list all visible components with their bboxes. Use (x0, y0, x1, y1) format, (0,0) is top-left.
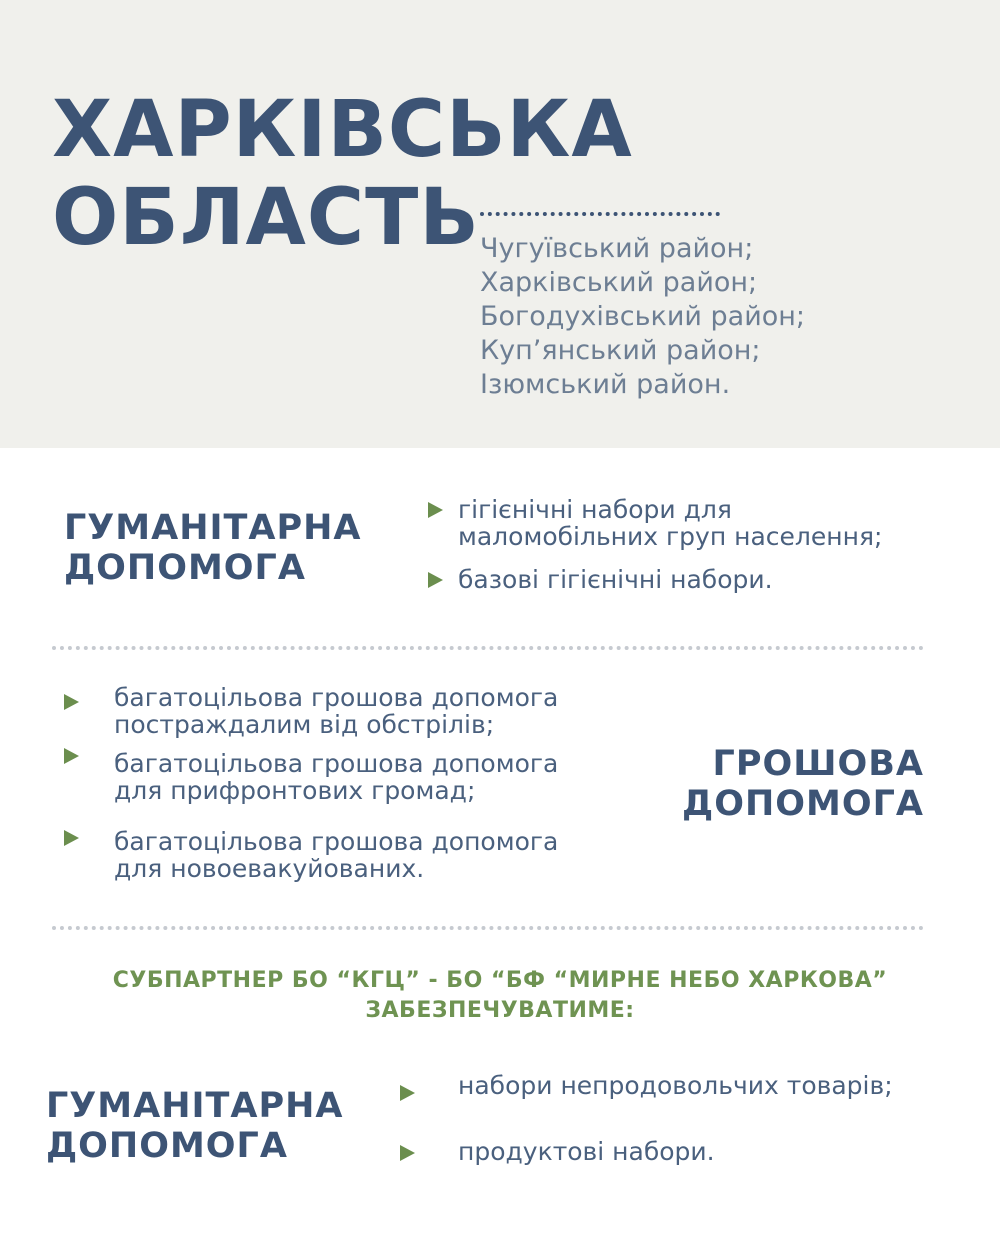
list-item (400, 1138, 960, 1165)
list-item-line: постраждалим від обстрілів; (114, 710, 495, 739)
district-item: Чугуївський район; (480, 233, 754, 264)
dotted-separator (480, 212, 720, 216)
section-divider (52, 646, 924, 650)
subpartner-line1: СУБПАРТНЕР БО “КГЦ” - БО “БФ “МИРНЕ НЕБО ХАРКОВА” (112, 968, 888, 993)
district-item: Ізюмський район. (480, 369, 731, 400)
arrow-bullet-icon (400, 1085, 415, 1101)
list-item-line: багатоцільова грошова допомога (114, 749, 559, 778)
humanitarian-heading-line2: ДОПОМОГА (64, 548, 306, 588)
arrow-bullet-icon (64, 694, 79, 710)
arrow-bullet-icon (428, 572, 443, 588)
list-item-line: маломобільних груп населення; (458, 522, 883, 551)
list-item-line: багатоцільова грошова допомога (114, 827, 559, 856)
district-item: Богодухівський район; (480, 301, 806, 332)
list-item-line: набори непродовольчих товарів; (458, 1071, 893, 1100)
list-item (64, 684, 644, 738)
subpartner-notice (40, 966, 960, 1026)
arrow-bullet-icon (428, 502, 443, 518)
subpartner-humanitarian-heading-line2: ДОПОМОГА (46, 1126, 288, 1166)
arrow-bullet-icon (400, 1145, 415, 1161)
list-item-line: для новоевакуйованих. (114, 854, 425, 883)
list-item-line: для прифронтових громад; (114, 776, 476, 805)
region-title-line2: ОБЛАСТЬ (52, 173, 480, 263)
subpartner-humanitarian-heading (46, 1086, 344, 1166)
section-divider (52, 926, 924, 930)
humanitarian-heading (64, 508, 362, 588)
district-item: Харківський район; (480, 267, 758, 298)
list-item-line: багатоцільова грошова допомога (114, 683, 559, 712)
list-item (400, 1072, 960, 1099)
cash-heading-line1: ГРОШОВА (712, 744, 924, 784)
list-item (64, 750, 644, 804)
region-title-line1: ХАРКІВСЬКА (52, 85, 633, 175)
cash-heading-line2: ДОПОМОГА (682, 784, 924, 824)
humanitarian-list (428, 496, 968, 593)
subpartner-humanitarian-list (400, 1072, 960, 1165)
list-item (428, 566, 968, 593)
humanitarian-heading-line1: ГУМАНІТАРНА (64, 508, 362, 548)
district-item: Куп’янський район; (480, 335, 761, 366)
list-item-line: продуктові набори. (458, 1137, 715, 1166)
list-item-line: базові гігієнічні набори. (458, 565, 773, 594)
arrow-bullet-icon (64, 830, 79, 846)
list-item (64, 828, 644, 882)
subpartner-humanitarian-heading-line1: ГУМАНІТАРНА (46, 1086, 344, 1126)
cash-list (64, 684, 644, 882)
cash-heading (640, 744, 924, 824)
subpartner-line2: ЗАБЕЗПЕЧУВАТИМЕ: (365, 998, 635, 1023)
arrow-bullet-icon (64, 748, 79, 764)
list-item-line: гігієнічні набори для (458, 495, 732, 524)
list-item (428, 496, 968, 550)
district-list (480, 232, 805, 402)
